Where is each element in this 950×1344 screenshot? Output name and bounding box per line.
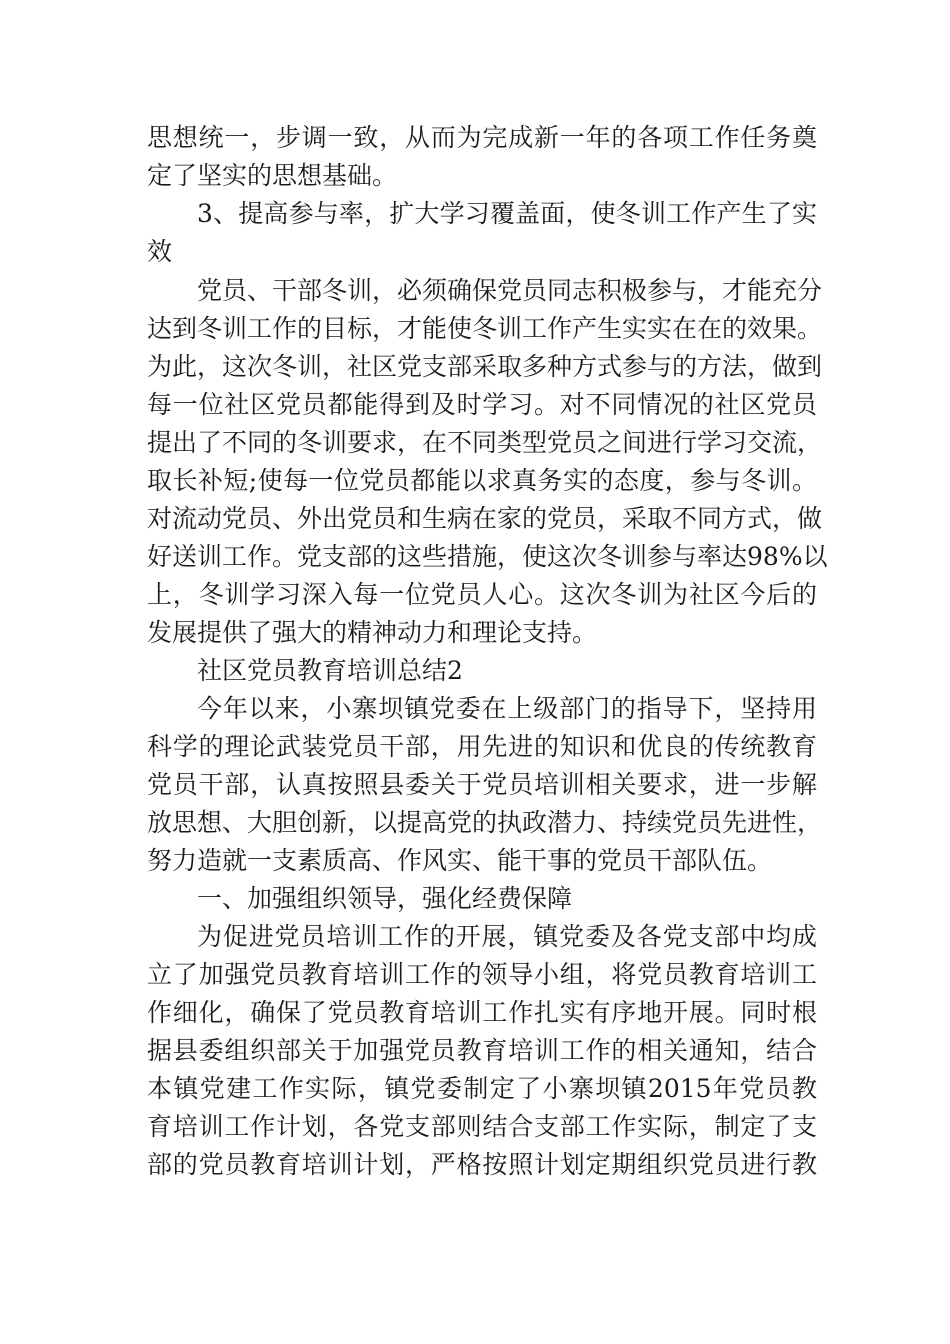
- text-line: 立了加强党员教育培训工作的领导小组，将党员教育培训工: [147, 960, 817, 989]
- text-line: 作细化，确保了党员教育培训工作扎实有序地开展。同时根: [147, 998, 817, 1027]
- text-line: 部的党员教育培训计划，严格按照计划定期组织党员进行教: [147, 1150, 817, 1179]
- text-line: 党员干部，认真按照县委关于党员培训相关要求，进一步解: [147, 770, 817, 799]
- text-line: 育培训工作计划，各党支部则结合支部工作实际，制定了支: [147, 1112, 817, 1141]
- text-line: 努力造就一支素质高、作风实、能干事的党员干部队伍。: [147, 846, 773, 875]
- text-line: 达到冬训工作的目标，才能使冬训工作产生实实在在的效果。: [147, 314, 823, 343]
- section-title: 社区党员教育培训总结2: [197, 656, 463, 685]
- text-line: 每一位社区党员都能得到及时学习。对不同情况的社区党员: [147, 390, 817, 419]
- section-heading: 一、加强组织领导，强化经费保障: [197, 884, 573, 913]
- text-line: 党员、干部冬训，必须确保党员同志积极参与，才能充分: [197, 276, 823, 305]
- section-heading: 3、提高参与率，扩大学习覆盖面，使冬训工作产生了实: [197, 199, 817, 228]
- text-line: 本镇党建工作实际，镇党委制定了小寨坝镇2015年党员教: [147, 1074, 817, 1103]
- text-line: 据县委组织部关于加强党员教育培训工作的相关通知，结合: [147, 1036, 817, 1065]
- text-line: 今年以来，小寨坝镇党委在上级部门的指导下，坚持用: [197, 694, 817, 723]
- text-line: 放思想、大胆创新，以提高党的执政潜力、持续党员先进性，: [147, 808, 823, 837]
- text-line: 取长补短;使每一位党员都能以求真务实的态度，参与冬训。: [147, 466, 817, 495]
- text-line: 定了坚实的思想基础。: [147, 161, 398, 190]
- text-line: 好送训工作。党支部的这些措施，使这次冬训参与率达98%以: [147, 542, 828, 571]
- text-line: 为此，这次冬训，社区党支部采取多种方式参与的方法，做到: [147, 352, 823, 381]
- section-heading: 效: [147, 237, 173, 266]
- text-line: 科学的理论武装党员干部，用先进的知识和优良的传统教育: [147, 732, 817, 761]
- text-line: 思想统一，步调一致，从而为完成新一年的各项工作任务奠: [147, 123, 817, 152]
- text-line: 发展提供了强大的精神动力和理论支持。: [147, 618, 598, 647]
- text-line: 上，冬训学习深入每一位党员人心。这次冬训为社区今后的: [147, 580, 817, 609]
- text-line: 提出了不同的冬训要求，在不同类型党员之间进行学习交流，: [147, 428, 823, 457]
- text-line: 对流动党员、外出党员和生病在家的党员，采取不同方式，做: [147, 504, 823, 533]
- text-line: 为促进党员培训工作的开展，镇党委及各党支部中均成: [197, 922, 817, 951]
